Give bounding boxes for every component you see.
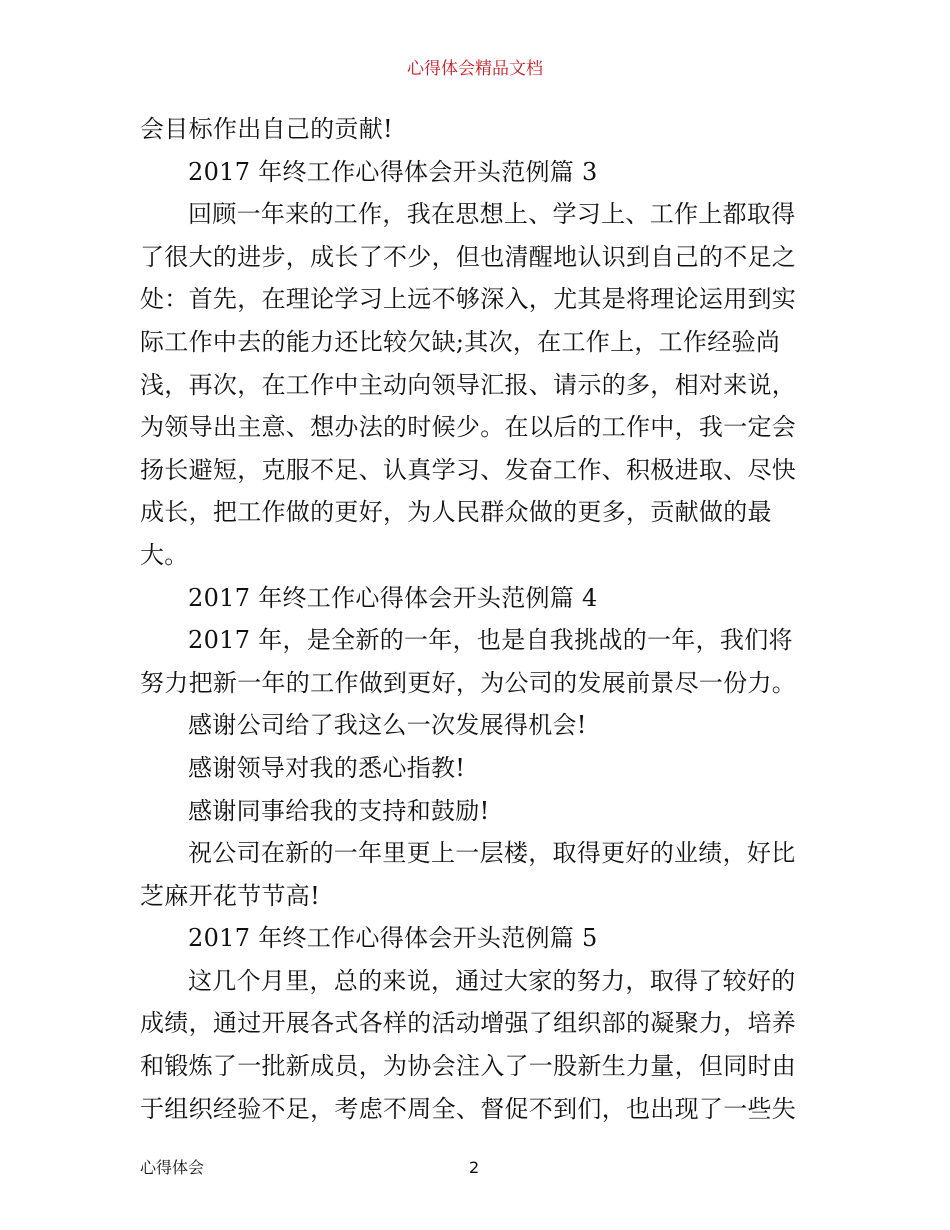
text-line: 回顾一年来的工作，我在思想上、学习上、工作上都取得	[188, 200, 796, 229]
text-line: 成长，把工作做的更好，为人民群众做的更多，贡献做的最	[140, 498, 772, 527]
footer-label: 心得体会	[140, 1158, 205, 1177]
text-line: 2017 年终工作心得体会开头范例篇 5	[188, 924, 598, 953]
text-line: 际工作中去的能力还比较欠缺;其次，在工作上，工作经验尚	[140, 327, 781, 356]
text-line: 芝麻开花节节高!	[140, 881, 321, 910]
text-line: 努力把新一年的工作做到更好，为公司的发展前景尽一份力。	[140, 668, 797, 697]
text-line: 感谢领导对我的悉心指教!	[188, 753, 466, 782]
text-line: 大。	[140, 540, 189, 569]
text-line: 感谢公司给了我这么一次发展得机会!	[188, 711, 587, 740]
text-line: 感谢同事给我的支持和鼓励!	[188, 796, 490, 825]
text-line: 会目标作出自己的贡献!	[140, 115, 393, 143]
text-line: 这几个月里，总的来说，通过大家的努力，取得了较好的	[188, 966, 796, 995]
document-header: 心得体会精品文档	[407, 59, 543, 79]
text-line: 处：首先，在理论学习上远不够深入，尤其是将理论运用到实	[140, 285, 797, 314]
text-line: 了很大的进步，成长了不少，但也清醒地认识到自己的不足之	[140, 242, 797, 271]
text-line: 于组织经验不足，考虑不周全、督促不到们，也出现了一些失	[140, 1094, 797, 1123]
page-number: 2	[469, 1158, 480, 1177]
text-line: 为领导出主意、想办法的时候少。在以后的工作中，我一定会	[140, 413, 797, 442]
text-line: 成绩，通过开展各式各样的活动增强了组织部的凝聚力，培养	[140, 1009, 797, 1038]
text-line: 浅，再次，在工作中主动向领导汇报、请示的多，相对来说，	[140, 370, 797, 399]
text-line: 和锻炼了一批新成员，为协会注入了一股新生力量，但同时由	[140, 1052, 797, 1081]
text-line: 2017 年终工作心得体会开头范例篇 4	[188, 583, 598, 612]
text-line: 扬长避短，克服不足、认真学习、发奋工作、积极进取、尽快	[140, 455, 797, 484]
text-line: 祝公司在新的一年里更上一层楼，取得更好的业绩，好比	[188, 839, 796, 868]
text-line: 2017 年，是全新的一年，也是自我挑战的一年，我们将	[188, 626, 793, 655]
document-body	[140, 108, 820, 1130]
text-line: 2017 年终工作心得体会开头范例篇 3	[188, 157, 598, 186]
